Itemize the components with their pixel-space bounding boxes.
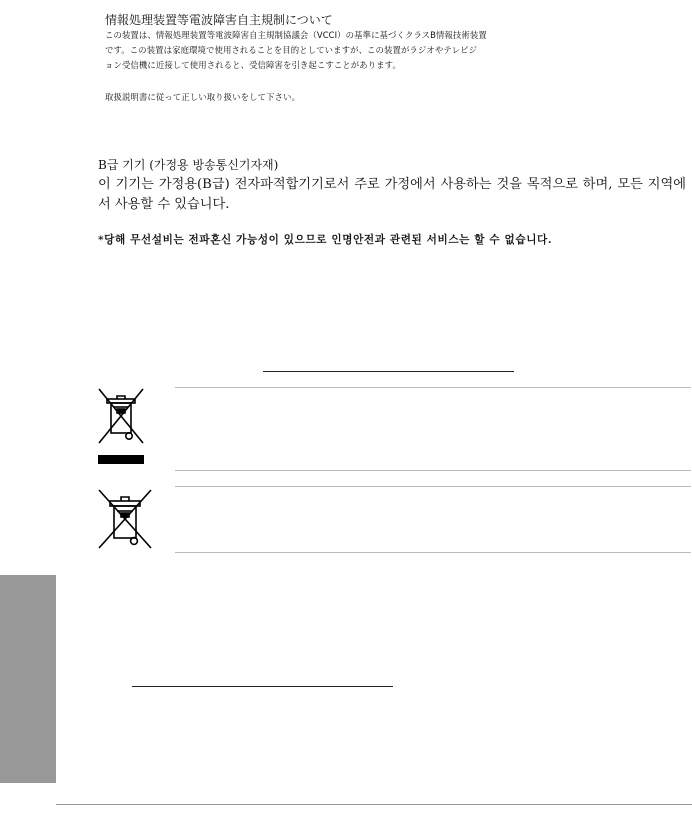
weee-solid-bar: [98, 455, 144, 464]
vcci-text-line: この装置は、情報処理装置等電波障害自主規制協議会（VCCI）の基準に基づくクラスB情報技術装置: [105, 30, 487, 40]
crossed-out-wheelie-bin-icon: [96, 488, 154, 550]
korean-notice-body: 이 기기는 가정용(B급) 전자파적합기기로서 주로 가정에서 사용하는 것을 목적으로 하며, 모든 지역에서 사용할 수 있습니다.: [98, 177, 686, 212]
footer-rule: [56, 804, 692, 805]
table-divider: [175, 486, 691, 487]
side-chapter-tab: [0, 575, 56, 783]
korean-wireless-note: *당해 무선설비는 전파혼신 가능성이 있으므로 인명안전과 관련된 서비스는 할 수 없습니다.: [98, 234, 553, 246]
vcci-text-line: ョン受信機に近接して使用されると、受信障害を引き起こすことがあります。: [105, 60, 401, 70]
vcci-instruction-line: 取扱説明書に従って正しい取り扱いをして下さい。: [105, 92, 300, 102]
vcci-title: 情報処理装置等電波障害自主規制について: [105, 13, 333, 27]
section-heading-rule: [132, 686, 393, 687]
table-divider: [175, 387, 691, 388]
vcci-text-line: です。この装置は家庭環境で使用されることを目的としていますが、この装置がラジオやテレビジ: [105, 45, 478, 55]
crossed-out-wheelie-bin-icon: [96, 387, 146, 445]
table-divider: [175, 552, 691, 553]
section-heading-rule: [263, 371, 514, 372]
korean-notice-title: B급 기기 (가정용 방송통신기자재): [98, 158, 279, 172]
table-divider: [175, 470, 691, 471]
